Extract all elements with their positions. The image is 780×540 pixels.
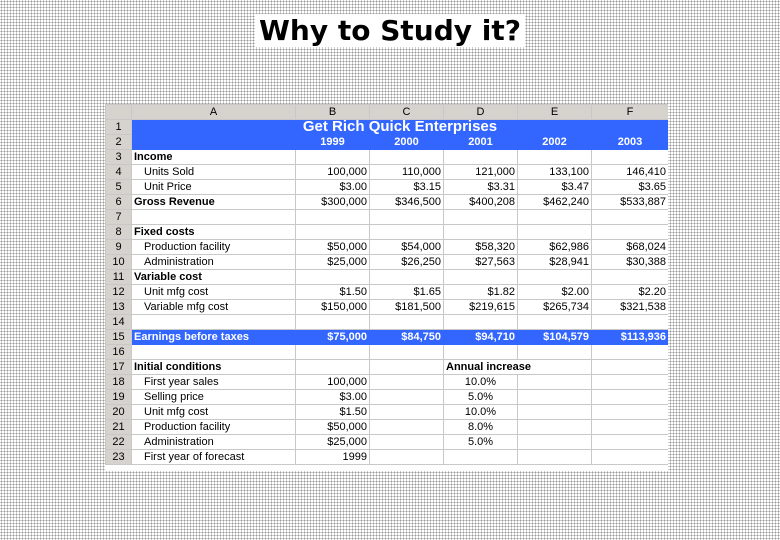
cell[interactable]: $2.20 (592, 285, 669, 300)
cell[interactable] (296, 210, 370, 225)
table-row (106, 270, 669, 285)
cell[interactable] (370, 360, 444, 375)
cell[interactable] (518, 405, 592, 420)
cell[interactable] (592, 390, 669, 405)
cell[interactable] (132, 345, 296, 360)
cell[interactable] (370, 450, 444, 465)
cell[interactable] (132, 135, 296, 150)
cell[interactable]: $84,750 (370, 330, 444, 345)
row-label[interactable]: Variable mfg cost (132, 300, 296, 315)
cell[interactable]: $265,734 (518, 300, 592, 315)
cell[interactable] (518, 150, 592, 165)
sheet-title[interactable]: Get Rich Quick Enterprises (132, 120, 669, 135)
cell[interactable] (518, 210, 592, 225)
table-row (106, 165, 669, 180)
cell[interactable] (370, 375, 444, 390)
cell[interactable] (370, 420, 444, 435)
table-row (106, 405, 669, 420)
cell[interactable] (370, 315, 444, 330)
row-header[interactable]: 3 (106, 150, 132, 165)
row-label[interactable]: Unit mfg cost (132, 285, 296, 300)
cell[interactable] (518, 315, 592, 330)
cell[interactable] (592, 435, 669, 450)
table-row (106, 330, 669, 345)
cell[interactable] (296, 225, 370, 240)
cell[interactable] (370, 225, 444, 240)
cell[interactable] (296, 150, 370, 165)
cell[interactable]: 121,000 (444, 165, 518, 180)
cell[interactable] (518, 390, 592, 405)
cell[interactable]: 1999 (296, 450, 370, 465)
cell[interactable]: $1.82 (444, 285, 518, 300)
cell[interactable] (592, 420, 669, 435)
pct-cell[interactable]: 10.0% (444, 405, 518, 420)
cell[interactable] (132, 210, 296, 225)
cell[interactable] (370, 345, 444, 360)
table-row (106, 135, 669, 150)
column-header-d[interactable]: D (444, 105, 518, 120)
cell[interactable] (518, 450, 592, 465)
cell[interactable]: $25,000 (296, 255, 370, 270)
row-label[interactable]: Administration (132, 255, 296, 270)
spreadsheet[interactable] (105, 104, 668, 471)
cell[interactable]: $30,388 (592, 255, 669, 270)
table-row (106, 180, 669, 195)
slide-title: Why to Study it? (0, 14, 780, 47)
cell[interactable] (518, 345, 592, 360)
section-label[interactable]: Fixed costs (132, 225, 296, 240)
cell[interactable]: $2.00 (518, 285, 592, 300)
cell[interactable] (444, 315, 518, 330)
table-row (106, 255, 669, 270)
cell[interactable] (444, 345, 518, 360)
cell[interactable]: $300,000 (296, 195, 370, 210)
row-header[interactable]: 13 (106, 300, 132, 315)
table-row (106, 300, 669, 315)
row-header[interactable]: 16 (106, 345, 132, 360)
year-header[interactable]: 2003 (592, 135, 669, 150)
column-header-e[interactable]: E (518, 105, 592, 120)
cell[interactable]: 146,410 (592, 165, 669, 180)
row-header[interactable]: 6 (106, 195, 132, 210)
cell[interactable]: $68,024 (592, 240, 669, 255)
cell[interactable] (296, 345, 370, 360)
table-row (106, 435, 669, 450)
cell[interactable] (592, 315, 669, 330)
cell[interactable] (296, 360, 370, 375)
cell[interactable] (518, 270, 592, 285)
cell[interactable] (592, 225, 669, 240)
cell[interactable] (296, 270, 370, 285)
row-header[interactable]: 21 (106, 420, 132, 435)
column-header-c[interactable]: C (370, 105, 444, 120)
cell[interactable]: $50,000 (296, 240, 370, 255)
cell[interactable]: $25,000 (296, 435, 370, 450)
table-row (106, 240, 669, 255)
year-header[interactable]: 2001 (444, 135, 518, 150)
cell[interactable]: $27,563 (444, 255, 518, 270)
row-header[interactable]: 18 (106, 375, 132, 390)
cell[interactable]: $219,615 (444, 300, 518, 315)
cell[interactable] (444, 225, 518, 240)
cell[interactable]: $26,250 (370, 255, 444, 270)
table-row (106, 375, 669, 390)
row-label[interactable]: Selling price (132, 390, 296, 405)
cell[interactable]: $1.65 (370, 285, 444, 300)
row-header[interactable]: 12 (106, 285, 132, 300)
cell[interactable] (592, 450, 669, 465)
cell[interactable] (370, 210, 444, 225)
cell[interactable] (370, 435, 444, 450)
cell[interactable]: $3.47 (518, 180, 592, 195)
section-label[interactable]: Initial conditions (132, 360, 296, 375)
cell[interactable]: $50,000 (296, 420, 370, 435)
cell[interactable]: $28,941 (518, 255, 592, 270)
row-label[interactable]: Unit mfg cost (132, 405, 296, 420)
row-header[interactable]: 19 (106, 390, 132, 405)
cell[interactable]: $3.00 (296, 390, 370, 405)
table-row (106, 450, 669, 465)
cell[interactable]: $400,208 (444, 195, 518, 210)
cell[interactable] (518, 435, 592, 450)
row-header[interactable]: 17 (106, 360, 132, 375)
year-header[interactable]: 1999 (296, 135, 370, 150)
table-row (106, 420, 669, 435)
pct-cell[interactable]: 8.0% (444, 420, 518, 435)
cell[interactable]: $346,500 (370, 195, 444, 210)
cell[interactable]: $181,500 (370, 300, 444, 315)
cell[interactable] (444, 450, 518, 465)
column-header-f[interactable]: F (592, 105, 669, 120)
cell[interactable]: $1.50 (296, 405, 370, 420)
cell[interactable] (592, 345, 669, 360)
cell[interactable] (592, 405, 669, 420)
cell[interactable] (444, 270, 518, 285)
cell[interactable] (592, 375, 669, 390)
cell[interactable] (370, 270, 444, 285)
row-label[interactable]: Earnings before taxes (132, 330, 296, 345)
row-header[interactable]: 15 (106, 330, 132, 345)
row-header[interactable]: 20 (106, 405, 132, 420)
cell[interactable]: 133,100 (518, 165, 592, 180)
cell[interactable]: $3.15 (370, 180, 444, 195)
table-row (106, 225, 669, 240)
row-header[interactable]: 2 (106, 135, 132, 150)
cell[interactable] (592, 270, 669, 285)
row-label[interactable]: First year of forecast (132, 450, 296, 465)
table-row (106, 285, 669, 300)
cell[interactable] (370, 390, 444, 405)
annual-increase-label[interactable]: Annual increase (444, 360, 592, 375)
cell[interactable]: $3.00 (296, 180, 370, 195)
table-row (106, 120, 669, 135)
row-label[interactable]: First year sales (132, 375, 296, 390)
cell[interactable] (592, 360, 669, 375)
row-header[interactable]: 1 (106, 120, 132, 135)
cell[interactable]: $533,887 (592, 195, 669, 210)
cell[interactable]: $150,000 (296, 300, 370, 315)
spreadsheet-grid (105, 104, 668, 465)
cell[interactable] (592, 150, 669, 165)
table-row (106, 195, 669, 210)
year-header[interactable]: 2000 (370, 135, 444, 150)
row-header[interactable]: 9 (106, 240, 132, 255)
section-label[interactable]: Variable cost (132, 270, 296, 285)
row-label[interactable]: Production facility (132, 420, 296, 435)
cell[interactable] (518, 420, 592, 435)
column-header-row (106, 105, 669, 120)
cell[interactable] (370, 150, 444, 165)
cell[interactable] (518, 375, 592, 390)
row-header[interactable]: 23 (106, 450, 132, 465)
cell[interactable] (370, 405, 444, 420)
cell[interactable]: $1.50 (296, 285, 370, 300)
row-header[interactable]: 14 (106, 315, 132, 330)
pct-cell[interactable]: 5.0% (444, 390, 518, 405)
table-row (106, 315, 669, 330)
cell[interactable]: $62,986 (518, 240, 592, 255)
cell[interactable]: $104,579 (518, 330, 592, 345)
table-row (106, 210, 669, 225)
pct-cell[interactable]: 5.0% (444, 435, 518, 450)
cell[interactable]: 110,000 (370, 165, 444, 180)
row-header[interactable]: 22 (106, 435, 132, 450)
row-label[interactable]: Units Sold (132, 165, 296, 180)
table-row (106, 345, 669, 360)
table-row (106, 390, 669, 405)
section-label[interactable]: Income (132, 150, 296, 165)
row-header[interactable]: 8 (106, 225, 132, 240)
row-header[interactable]: 4 (106, 165, 132, 180)
table-row (106, 360, 669, 375)
cell[interactable] (592, 210, 669, 225)
row-label[interactable]: Unit Price (132, 180, 296, 195)
cell[interactable]: $3.31 (444, 180, 518, 195)
table-row (106, 150, 669, 165)
row-label[interactable]: Production facility (132, 240, 296, 255)
cell[interactable] (132, 315, 296, 330)
cell[interactable] (296, 315, 370, 330)
cell[interactable] (444, 150, 518, 165)
cell[interactable]: $58,320 (444, 240, 518, 255)
cell[interactable] (444, 210, 518, 225)
cell[interactable] (518, 225, 592, 240)
cell[interactable]: $54,000 (370, 240, 444, 255)
cell[interactable]: 100,000 (296, 375, 370, 390)
cell[interactable]: $75,000 (296, 330, 370, 345)
pct-cell[interactable]: 10.0% (444, 375, 518, 390)
cell[interactable]: $462,240 (518, 195, 592, 210)
cell[interactable]: $3.65 (592, 180, 669, 195)
row-header[interactable]: 10 (106, 255, 132, 270)
year-header[interactable]: 2002 (518, 135, 592, 150)
column-header-a[interactable]: A (132, 105, 296, 120)
row-header[interactable]: 7 (106, 210, 132, 225)
cell[interactable]: $94,710 (444, 330, 518, 345)
row-header[interactable]: 11 (106, 270, 132, 285)
row-label[interactable]: Administration (132, 435, 296, 450)
cell[interactable]: $113,936 (592, 330, 669, 345)
cell[interactable]: 100,000 (296, 165, 370, 180)
row-header[interactable]: 5 (106, 180, 132, 195)
select-all-corner[interactable] (106, 105, 132, 120)
row-label[interactable]: Gross Revenue (132, 195, 296, 210)
column-header-b[interactable]: B (296, 105, 370, 120)
cell[interactable]: $321,538 (592, 300, 669, 315)
